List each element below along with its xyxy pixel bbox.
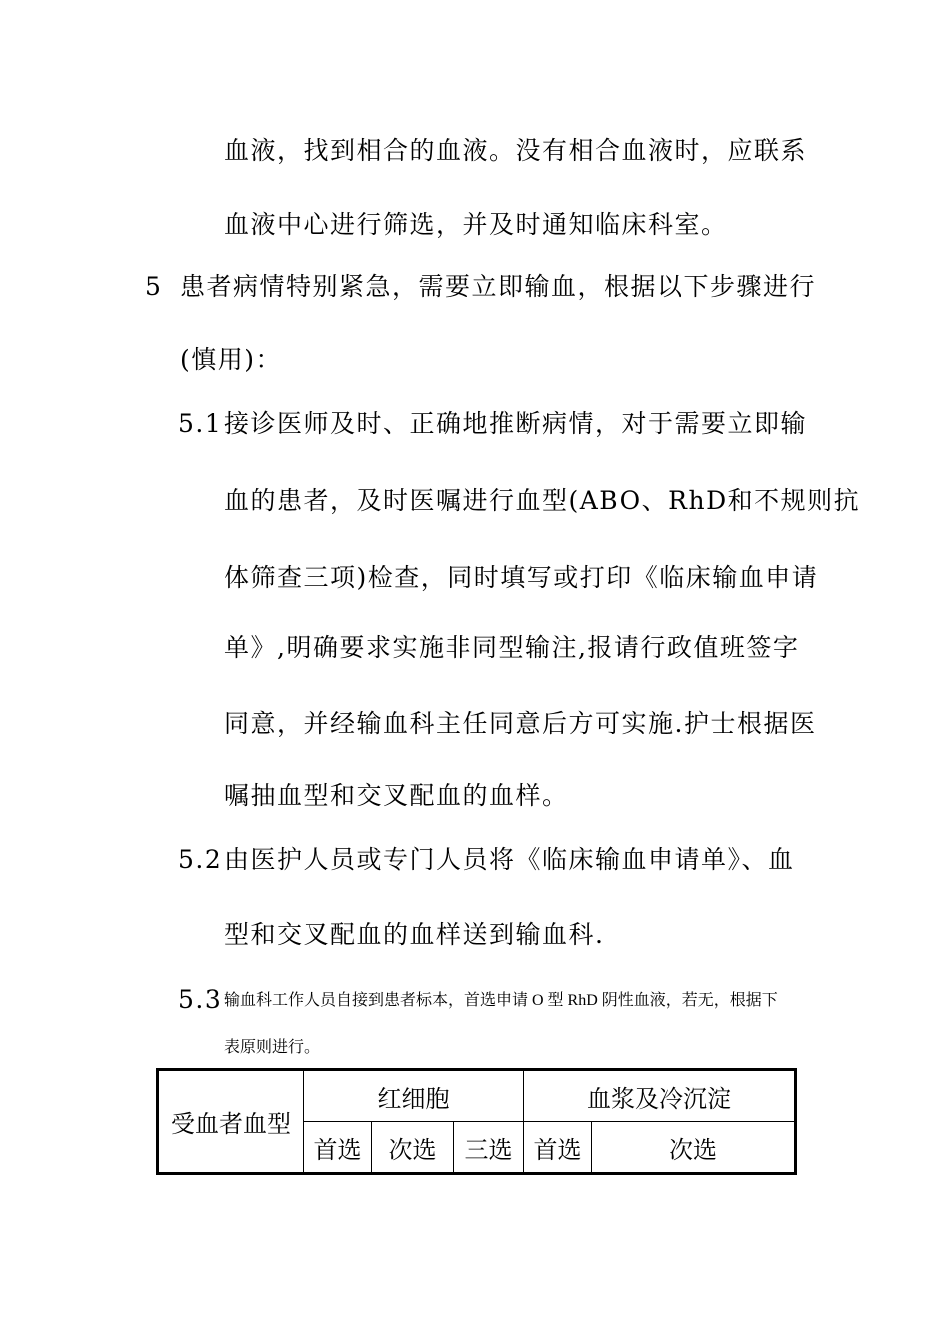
section-5-3-line-1: 输血科工作人员自接到患者标本，首选申请 O 型 RhD 阴性血液，若无，根据下 bbox=[224, 992, 778, 1009]
table-header-row bbox=[158, 1070, 796, 1122]
section-5-1-line-5: 同意，并经输血科主任同意后方可实施.护士根据医 bbox=[224, 709, 817, 738]
section-5-1-number: 5.1 bbox=[178, 409, 223, 438]
section-5-1-line-6: 嘱抽血型和交叉配血的血样。 bbox=[224, 781, 569, 810]
para-line-2: 血液中心进行筛选，并及时通知临床科室。 bbox=[224, 210, 728, 239]
section-5-2-number: 5.2 bbox=[178, 845, 223, 874]
section-5-1-line-2: 血的患者，及时医嘱进行血型(ABO、RhD和不规则抗 bbox=[224, 486, 861, 515]
section-5-1-line-3: 体筛查三项)检查，同时填写或打印《临床输血申请 bbox=[224, 563, 819, 592]
item-5-line-2: (慎用)： bbox=[180, 345, 283, 374]
blood-type-table bbox=[156, 1068, 797, 1175]
rbc-third-choice: 三选 bbox=[454, 1122, 524, 1174]
item-5-number: 5 bbox=[145, 272, 163, 301]
item-5-line-1: 患者病情特别紧急，需要立即输血，根据以下步骤进行 bbox=[180, 272, 817, 301]
section-5-2-line-1: 由医护人员或专门人员将《临床输血申请单》、血 bbox=[224, 845, 795, 874]
section-5-3-line-2: 表原则进行。 bbox=[224, 1039, 321, 1056]
plasma-second-choice: 次选 bbox=[592, 1122, 796, 1174]
section-5-3-number: 5.3 bbox=[178, 985, 223, 1014]
rbc-second-choice: 次选 bbox=[372, 1122, 454, 1174]
section-5-1-line-4: 单》,明确要求实施非同型输注,报请行政值班签字 bbox=[224, 633, 800, 662]
rbc-first-choice: 首选 bbox=[304, 1122, 372, 1174]
section-5-1-line-1: 接诊医师及时、正确地推断病情，对于需要立即输 bbox=[224, 409, 808, 438]
section-5-2-line-2: 型和交叉配血的血样送到输血科. bbox=[224, 920, 605, 949]
plasma-first-choice: 首选 bbox=[524, 1122, 592, 1174]
plasma-cryo-header: 血浆及冷沉淀 bbox=[524, 1070, 796, 1122]
recipient-blood-type-header: 受血者血型 bbox=[158, 1070, 304, 1174]
red-cell-header: 红细胞 bbox=[304, 1070, 524, 1122]
para-line-1: 血液，找到相合的血液。没有相合血液时，应联系 bbox=[224, 136, 808, 165]
